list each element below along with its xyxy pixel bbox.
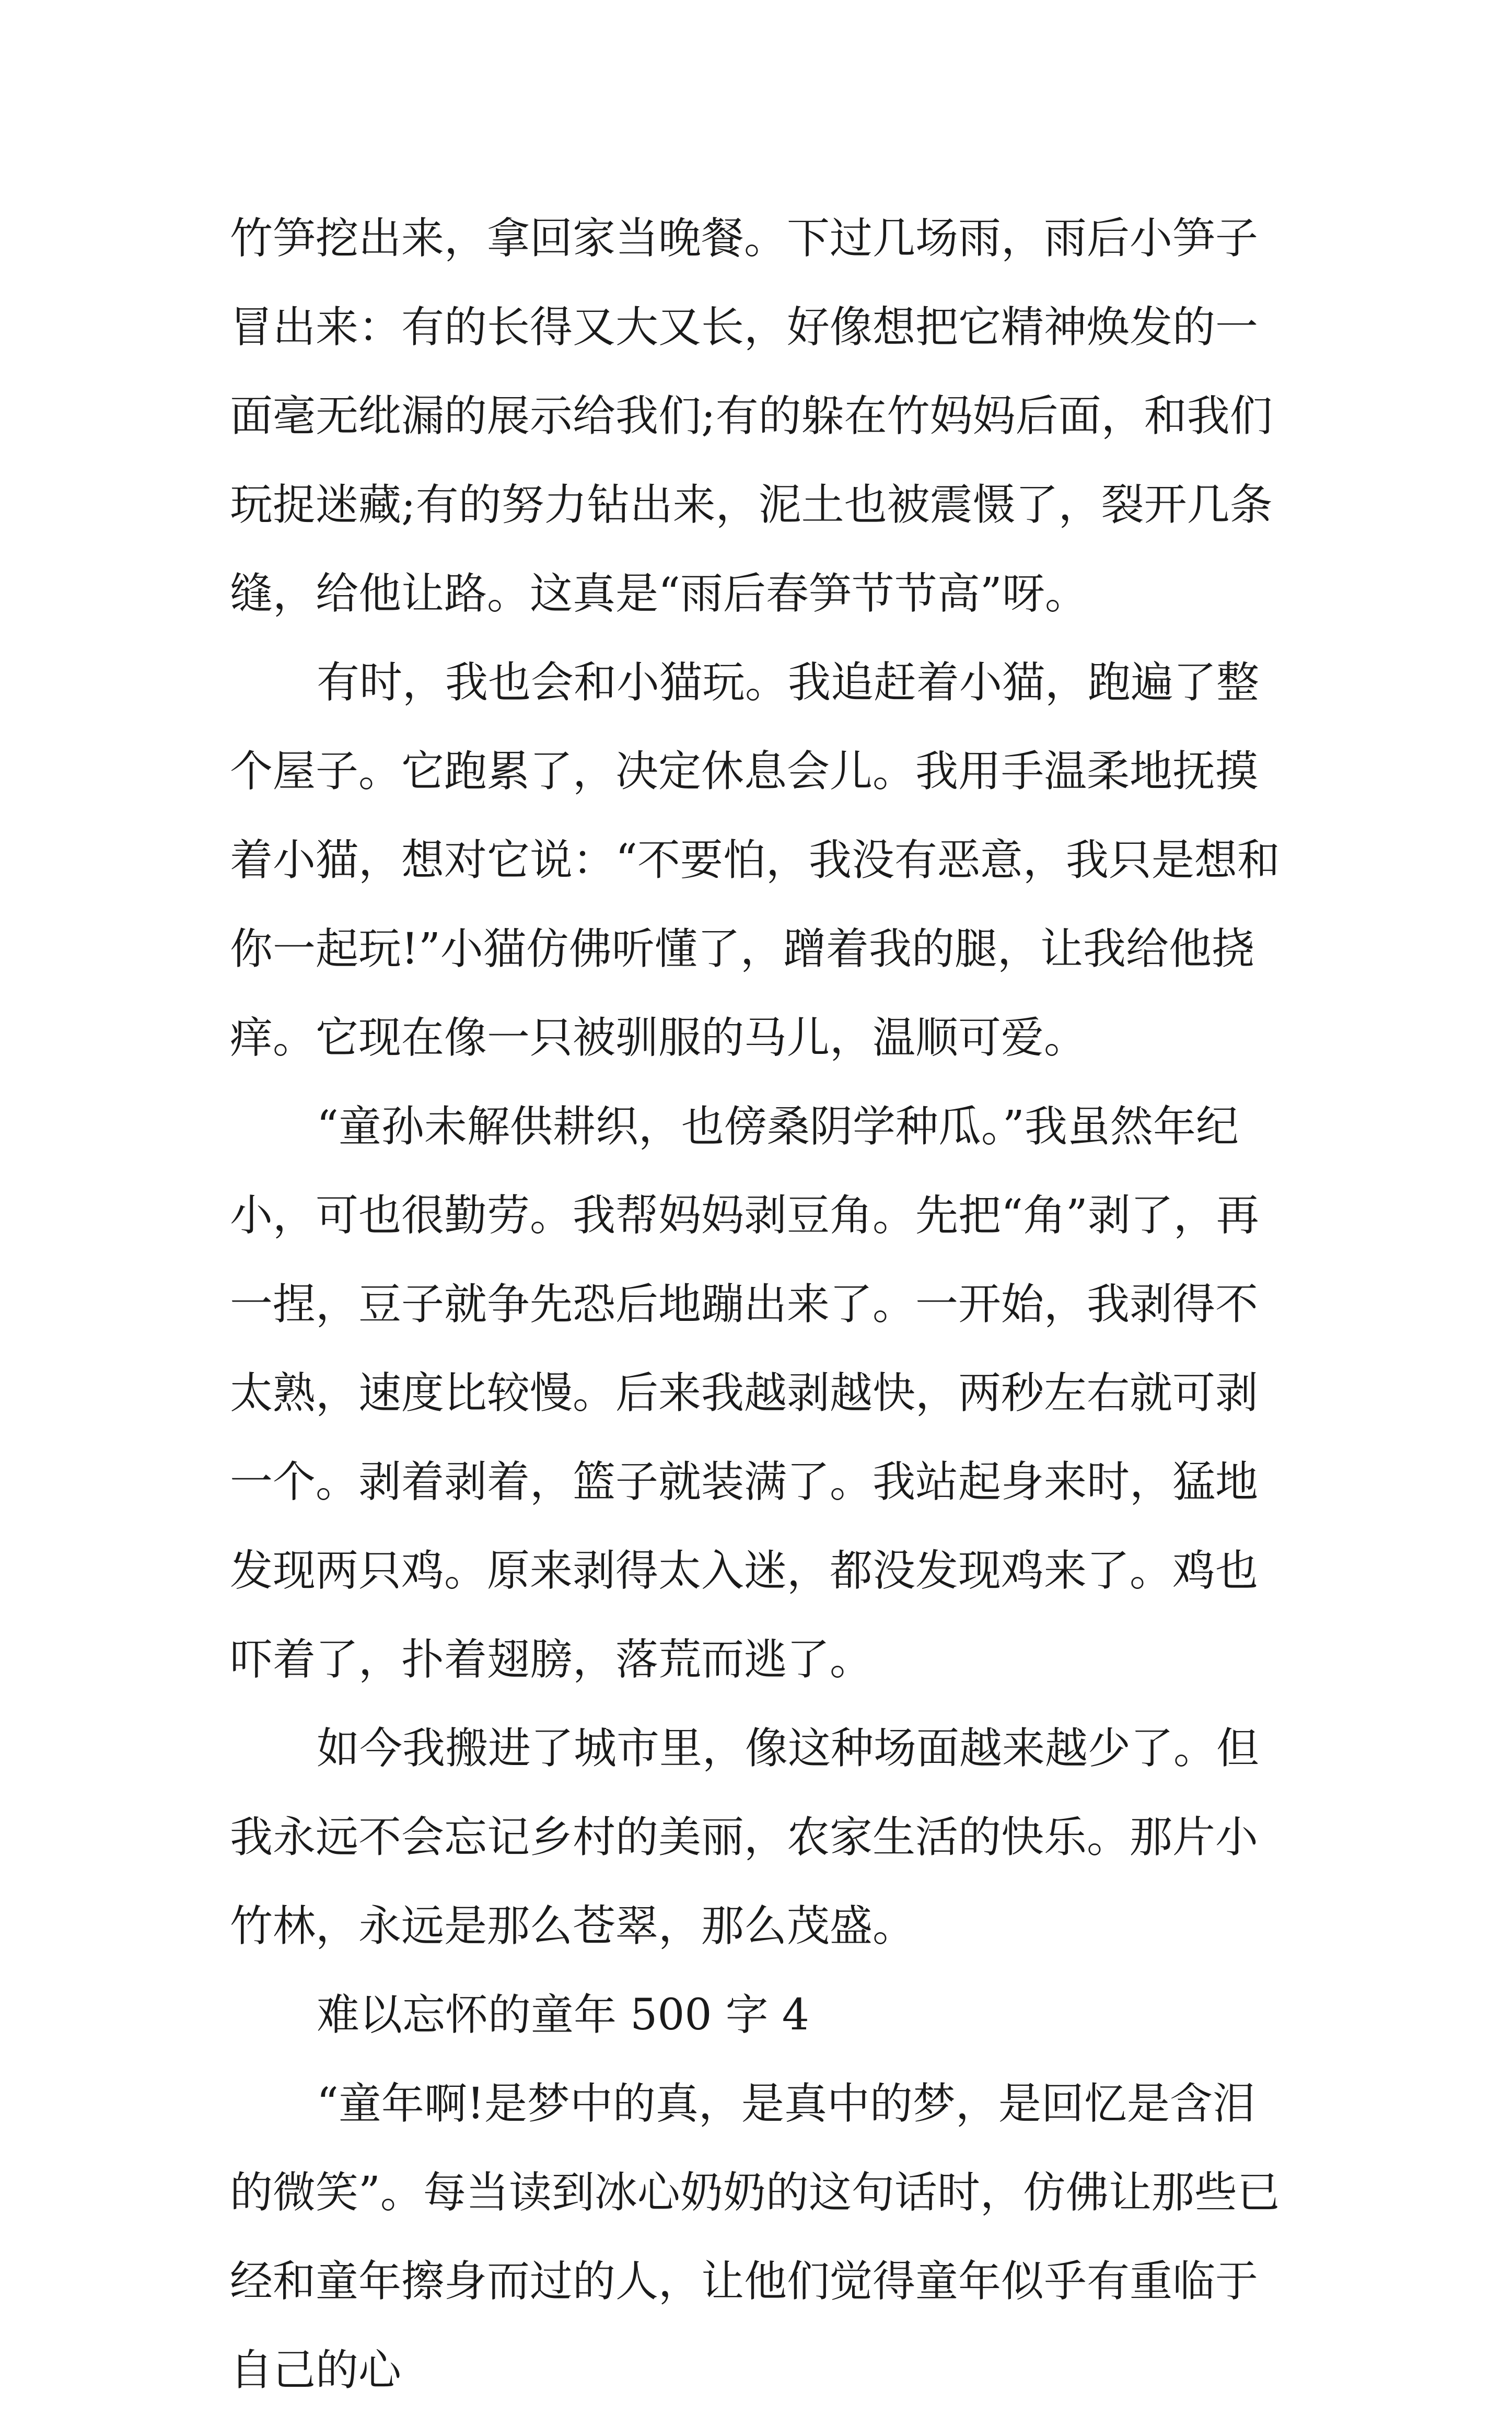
paragraph-beans: “童孙未解供耕织，也傍桑阴学种瓜。”我虽然年纪小，可也很勤劳。我帮妈妈剥豆角。先把“角”剥了，再一捏，豆子就争先恐后地蹦出来了。一开始，我剥得不太熟，速度比较慢。后来我越剥越快，两秒左右就可剥一个。剥着剥着，篮子就装满了。我站起身来时，猛地发现两只鸡。原来剥得太入迷，都没发现鸡来了。鸡也吓着了，扑着翅膀，落荒而逃了。 <box>230 1102 1259 1685</box>
paragraph-kitten: 有时，我也会和小猫玩。我追赶着小猫，跑遍了整个屋子。它跑累了，决定休息会儿。我用手温柔地抚摸着小猫，想对它说：“不要怕，我没有恶意，我只是想和你一起玩!”小猫仿佛听懂了，蹭着我的腿，让我给他挠痒。它现在像一只被驯服的马儿，温顺可爱。 <box>230 658 1280 1063</box>
document-body <box>230 194 1296 2415</box>
paragraph-city: 如今我搬进了城市里，像这种场面越来越少了。但我永远不会忘记乡村的美丽，农家生活的快乐。那片小竹林，永远是那么苍翠，那么茂盛。 <box>230 1724 1260 1951</box>
paragraph-bamboo-shoots: 竹笋挖出来，拿回家当晚餐。下过几场雨，雨后小笋子冒出来：有的长得又大又长，好像想把它精神焕发的一面毫无纰漏的展示给我们;有的躲在竹妈妈后面，和我们玩捉迷藏;有的努力钻出来，泥土也被震慑了，裂开几条缝，给他让路。这真是“雨后春笋节节高”呀。 <box>230 214 1273 619</box>
section-heading: 难以忘怀的童年 500 字 4 <box>317 1990 809 2040</box>
paragraph-childhood-quote: “童年啊!是梦中的真，是真中的梦，是回忆是含泪的微笑”。每当读到冰心奶奶的这句话时，仿佛让那些已经和童年擦身而过的人，让他们觉得童年似乎有重临于自己的心 <box>230 2079 1280 2395</box>
